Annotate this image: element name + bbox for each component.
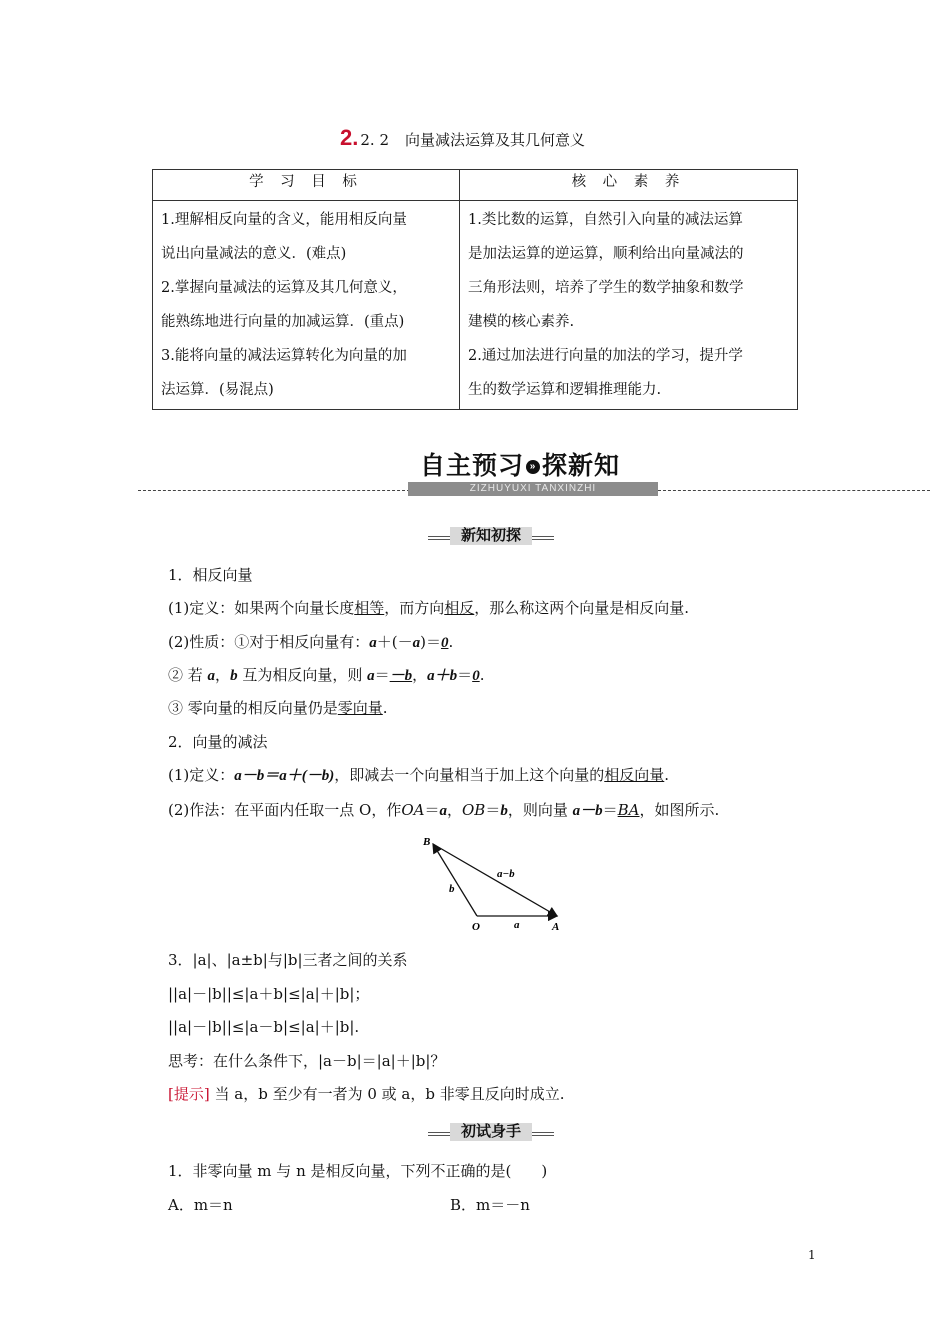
hint-label: [提示] (168, 1085, 210, 1103)
page-title (340, 125, 585, 151)
literacy-line: 1.类比数的运算，自然引入向量的减法运算 (468, 212, 743, 228)
definition-line: (1)定义：a－b＝a＋(－b)，即减去一个向量相当于加上这个向量的相反向量. (168, 766, 670, 784)
option-a: A．m＝n (168, 1196, 233, 1214)
section-heading: 1．相反向量 (168, 566, 253, 584)
inequality-line: ||a|－|b||≤|a－b|≤|a|＋|b|. (168, 1018, 360, 1036)
blank-answer: 相反向量 (604, 766, 665, 784)
section-tag-try (428, 1123, 554, 1143)
objectives-header-right: 核 心 素 养 (460, 170, 798, 201)
objective-line: 1.理解相反向量的含义，能用相反向量 (161, 212, 407, 228)
property-line: ② 若 a，b 互为相反向量，则 a＝－b，a＋b＝0. (168, 666, 485, 684)
vector-label-a: a (514, 919, 520, 931)
banner-title (420, 446, 620, 482)
property-line: ③ 零向量的相反向量仍是零向量. (168, 699, 388, 717)
point-label-b: B (423, 836, 431, 848)
section-heading: 2．向量的减法 (168, 733, 268, 751)
blank-answer: －b (389, 668, 413, 684)
hint-text: 当 a，b 至少有一者为 0 或 a，b 非零且反向时成立. (209, 1085, 565, 1103)
blank-answer: 相等 (354, 599, 385, 617)
banner-divider-right (658, 490, 930, 491)
literacy-line: 建模的核心素养. (468, 314, 575, 330)
page-number: 1 (808, 1248, 816, 1262)
method-line: (2)作法：在平面内任取一点 O，作OA＝a，OB＝b，则向量 a－b＝BA，如图所示. (168, 801, 720, 819)
property-line: (2)性质：①对于相反向量有：a＋(－a)＝0. (168, 633, 454, 651)
tag-label: 新知初探 (450, 527, 532, 545)
banner-title-right: 探新知 (542, 452, 621, 480)
objectives-table (152, 169, 798, 410)
title-number: 2. 2 (360, 131, 389, 149)
blank-answer: 零向量 (337, 699, 383, 717)
vector-label-b: b (449, 883, 455, 895)
objective-line: 说出向量减法的意义．(难点) (161, 246, 347, 262)
banner-title-left: 自主预习 (420, 452, 525, 480)
inequality-line: ||a|－|b||≤|a＋b|≤|a|＋|b|； (168, 985, 370, 1003)
title-number-big: 2. (340, 125, 359, 150)
question-stem: 1．非零向量 m 与 n 是相反向量，下列不正确的是( ) (168, 1162, 548, 1180)
objective-line: 2.掌握向量减法的运算及其几何意义， (161, 280, 407, 296)
section-tag-new-knowledge (428, 527, 554, 547)
section-banner (408, 446, 658, 500)
objectives-header-left: 学 习 目 标 (153, 170, 460, 201)
section-heading: 3．|a|、|a±b|与|b|三者之间的关系 (168, 951, 408, 969)
tag-label: 初试身手 (450, 1123, 532, 1141)
vector-ba (433, 844, 557, 916)
banner-subtitle: ZIZHUYUXI TANXINZHI (408, 482, 658, 496)
title-text: 向量减法运算及其几何意义 (404, 131, 585, 149)
literacy-line: 2.通过加法进行向量的加法的学习，提升学 (468, 348, 743, 364)
objective-line: 3.能将向量的减法运算转化为向量的加 (161, 348, 407, 364)
literacy-line: 是加法运算的逆运算，顺利给出向量减法的 (468, 246, 744, 262)
think-question: 思考：在什么条件下，|a－b|＝|a|＋|b|？ (168, 1052, 446, 1070)
hint-line (168, 1084, 565, 1104)
vector-subtraction-figure (415, 830, 575, 938)
point-label-a: A (552, 921, 560, 933)
objective-line: 能熟练地进行向量的加减运算．(重点) (161, 314, 405, 330)
blank-answer: 0 (472, 668, 480, 684)
definition-line: (1)定义：如果两个向量长度相等，而方向相反，那么称这两个向量是相反向量. (168, 599, 690, 617)
blank-answer: 0 (440, 635, 449, 651)
blank-answer: 相反 (444, 599, 475, 617)
vector-label-a-minus-b: a−b (497, 868, 515, 880)
vector-ob (433, 844, 477, 916)
banner-divider-left (138, 490, 410, 491)
blank-answer: BA (617, 801, 640, 819)
objective-line: 法运算．(易混点) (161, 382, 274, 398)
chevron-right-icon: » (526, 460, 540, 474)
point-label-o: O (472, 921, 480, 933)
option-b: B．m＝－n (450, 1196, 530, 1214)
literacy-line: 三角形法则，培养了学生的数学抽象和数学 (468, 280, 744, 296)
literacy-line: 生的数学运算和逻辑推理能力. (468, 382, 662, 398)
objectives-right-cell (460, 201, 798, 410)
objectives-left-cell (153, 201, 460, 410)
